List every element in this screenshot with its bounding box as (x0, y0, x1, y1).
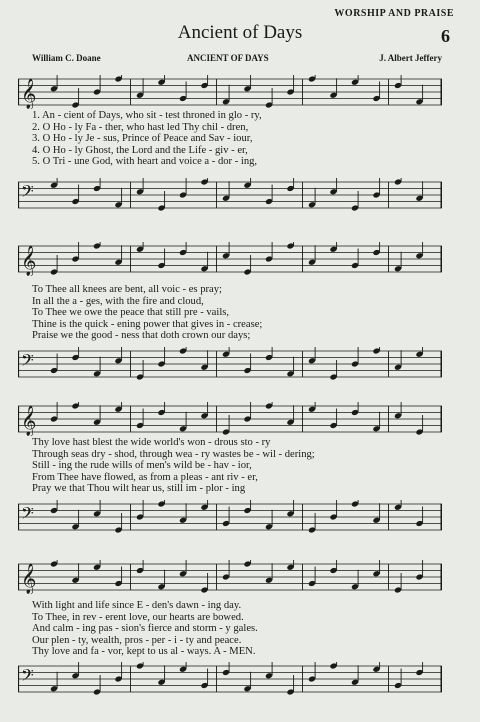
treble-staff-1 (18, 75, 442, 109)
lyric-line: Thy love and fa - vor, kept to us al - ways. A - MEN. (32, 646, 256, 658)
treble-staff-3 (18, 402, 442, 436)
hymn-number: 6 (441, 26, 450, 46)
treble-staff-2 (18, 242, 442, 276)
treble-clef-icon: 𝄞 (21, 564, 37, 594)
bass-clef-icon: 𝄢 (21, 665, 34, 689)
lyrics-system-2 (32, 284, 444, 342)
lyric-line: To Thee we owe the peace that still pre - vails, (32, 307, 230, 319)
lyrics-system-3 (32, 437, 444, 495)
lyric-line: With light and life since E - den's dawn - ing day. (32, 600, 242, 611)
lyric-line: Through seas dry - shod, through wea - ry wastes be - wil - dering; (32, 448, 315, 460)
lyric-line: 2. O Ho - ly Fa - ther, who hast led Thy chil - dren, (32, 121, 249, 133)
tune-name: ANCIENT OF DAYS (187, 53, 269, 63)
section-heading: WORSHIP AND PRAISE (334, 8, 454, 19)
treble-clef-icon: 𝄞 (21, 406, 37, 436)
lyric-line: 3. O Ho - ly Je - sus, Prince of Peace and Sav - iour, (32, 133, 253, 145)
lyric-line: Thine is the quick - ening power that gives in - crease; (32, 318, 263, 330)
lyric-line: And calm - ing pas - sion's fierce and storm - y gales. (32, 623, 258, 635)
lyric-line: 1. An - cient of Days, who sit - test throned in glo - ry, (32, 110, 262, 121)
lyric-line: Pray we that Thou wilt hear us, still im - plor - ing (32, 483, 246, 495)
lyric-line: Still - ing the rude wills of men's wild be - hav - ior, (32, 460, 252, 472)
lyric-line: In all the a - ges, with the fire and cloud, (32, 295, 204, 307)
bass-clef-icon: 𝄢 (21, 350, 34, 374)
bass-clef-icon: 𝄢 (21, 503, 34, 527)
composer-credit: J. Albert Jeffery (379, 53, 442, 63)
lyric-line: 4. O Ho - ly Ghost, the Lord and the Life - giv - er, (32, 144, 248, 156)
lyrics-system-4 (32, 600, 444, 658)
lyric-line: Our plen - ty, wealth, pros - per - i - ty and peace. (32, 634, 242, 646)
lyric-line: From Thee have flowed, as from a pleas - ant riv - er, (32, 471, 258, 483)
bass-clef-icon: 𝄢 (21, 181, 34, 205)
lyric-line: To Thee all knees are bent, all voic - es pray; (32, 284, 222, 295)
hymn-title: Ancient of Days (177, 22, 303, 43)
treble-staff-4 (18, 560, 442, 594)
author-credit: William C. Doane (32, 53, 101, 63)
lyric-line: 5. O Tri - une God, with heart and voice a - dor - ing, (32, 156, 258, 168)
bass-staff-2 (18, 347, 442, 381)
lyric-line: Praise we the good - ness that doth crown our days; (32, 330, 251, 342)
lyrics-system-1 (32, 110, 444, 168)
bass-staff-4 (18, 662, 442, 696)
treble-clef-icon: 𝄞 (21, 79, 37, 109)
lyric-line: Thy love hast blest the wide world's won - drous sto - ry (32, 437, 271, 448)
lyric-line: To Thee, in rev - erent love, our hearts are bowed. (32, 611, 244, 623)
bass-staff-1 (18, 178, 442, 212)
bass-staff-3 (18, 500, 442, 534)
treble-clef-icon: 𝄞 (21, 246, 37, 276)
